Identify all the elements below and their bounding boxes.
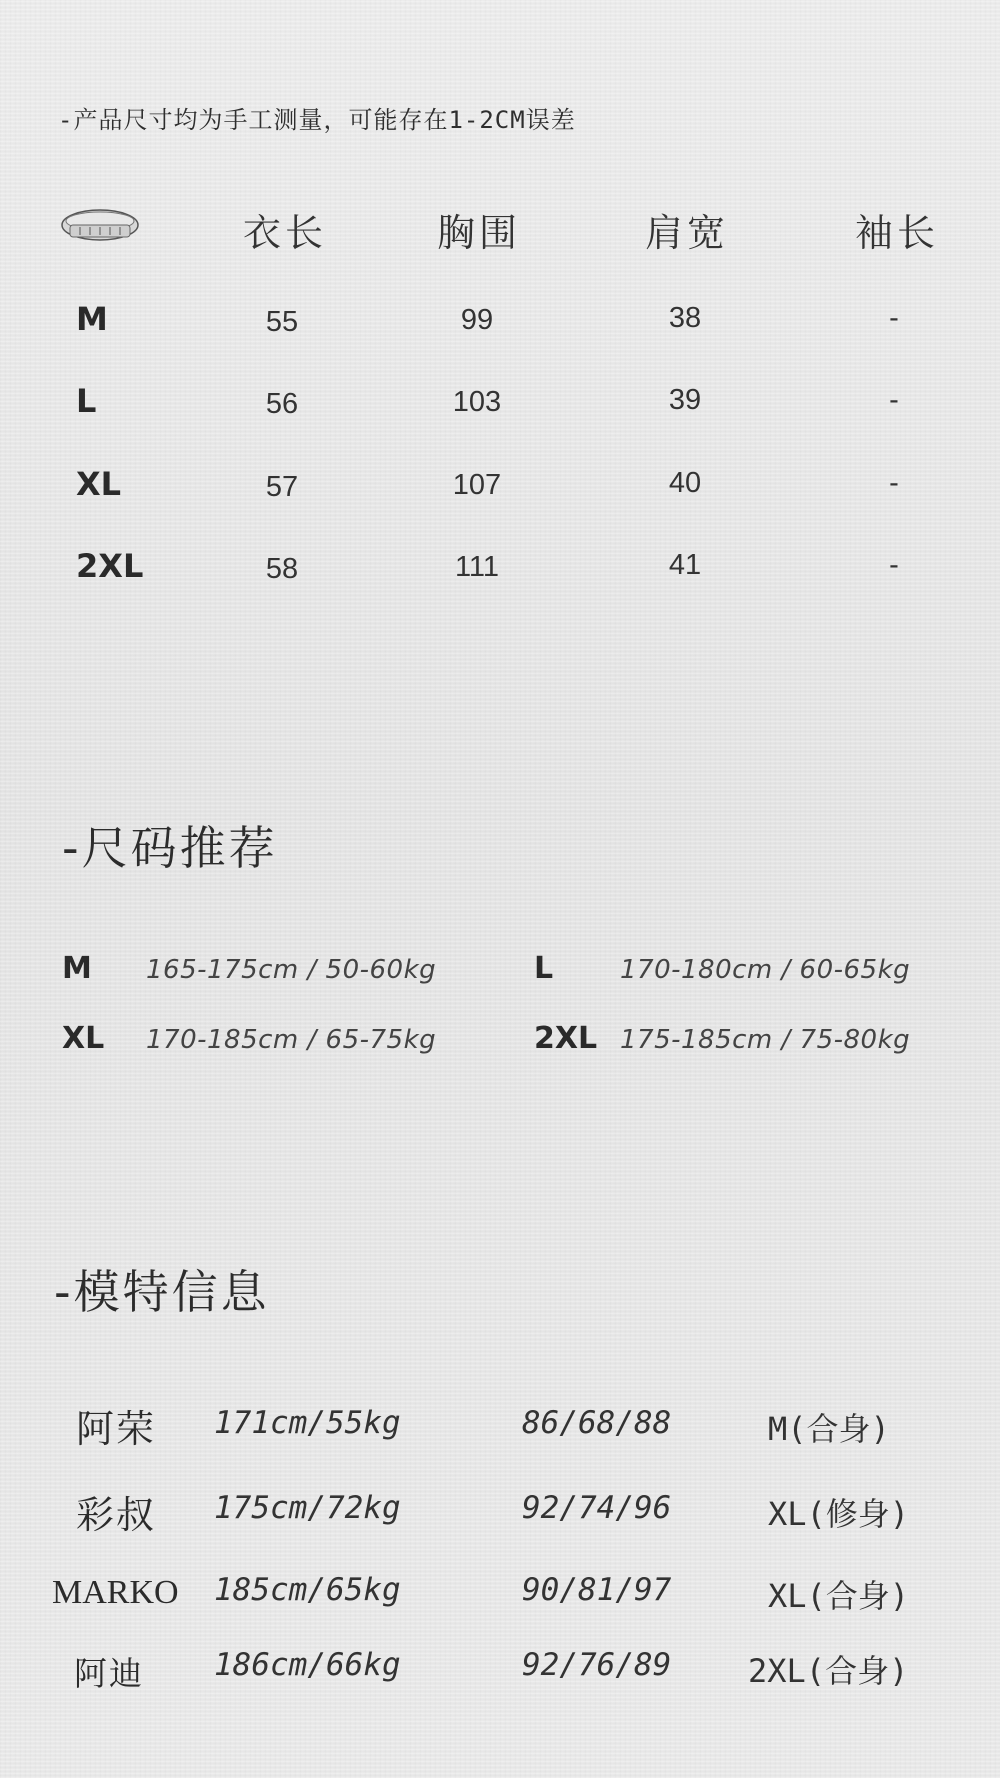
model-fit: XL(修身) [768,1495,910,1533]
header-shoulder: 肩宽 [645,211,730,255]
cell-length: 55 [265,306,299,338]
model-measurements: 90/81/97 [522,1572,672,1608]
row-size-l: L [76,382,97,420]
model-height-weight: 175cm/72kg [214,1490,401,1526]
model-name: MARKO [52,1574,179,1611]
model-height-weight: 186cm/66kg [214,1647,401,1683]
cell-shoulder: 39 [668,384,702,416]
cell-sleeve: - [889,467,899,499]
model-height-weight: 171cm/55kg [214,1405,401,1441]
cell-chest: 107 [452,469,502,501]
model-name: 彩叔 [76,1493,157,1537]
header-sleeve: 袖长 [855,211,940,255]
cell-chest: 111 [454,551,500,583]
cell-sleeve: - [889,384,899,416]
model-fit: 2XL(合身) [748,1652,909,1690]
model-name: 阿荣 [76,1407,157,1451]
row-size-xl: XL [76,465,122,503]
cell-shoulder: 38 [668,302,702,334]
row-size-m: M [76,300,108,338]
model-height-weight: 185cm/65kg [214,1572,401,1608]
section-title-model-info: -模特信息 [54,1265,270,1319]
header-length: 衣长 [243,211,328,255]
model-name: 阿迪 [74,1654,144,1693]
recommend-range: 175-185cm / 75-80kg [620,1025,911,1055]
recommend-size: XL [62,1021,105,1056]
cell-length: 57 [265,471,299,503]
recommend-range: 170-180cm / 60-65kg [620,955,911,985]
recommend-size: 2XL [534,1021,598,1056]
recommend-range: 170-185cm / 65-75kg [146,1025,437,1055]
cell-shoulder: 41 [668,549,702,581]
cell-sleeve: - [889,549,899,581]
header-chest: 胸围 [437,211,522,255]
model-fit: M(合身) [768,1410,890,1448]
recommend-size: M [62,951,92,986]
recommend-range: 165-175cm / 50-60kg [146,955,437,985]
model-measurements: 86/68/88 [522,1405,672,1441]
measurement-note: -产品尺寸均为手工测量，可能存在1-2CM误差 [58,106,576,134]
model-fit: XL(合身) [768,1577,910,1615]
model-measurements: 92/76/89 [522,1647,672,1683]
cell-chest: 99 [460,304,494,336]
cell-sleeve: - [889,302,899,334]
section-title-size-recommend: -尺码推荐 [62,821,278,875]
cell-length: 56 [265,388,299,420]
cell-chest: 103 [452,386,502,418]
cell-length: 58 [265,553,299,585]
cell-shoulder: 40 [668,467,702,499]
recommend-size: L [534,951,554,986]
row-size-2xl: 2XL [76,547,144,585]
garment-tape-measure-icon [58,205,142,245]
model-measurements: 92/74/96 [522,1490,672,1526]
